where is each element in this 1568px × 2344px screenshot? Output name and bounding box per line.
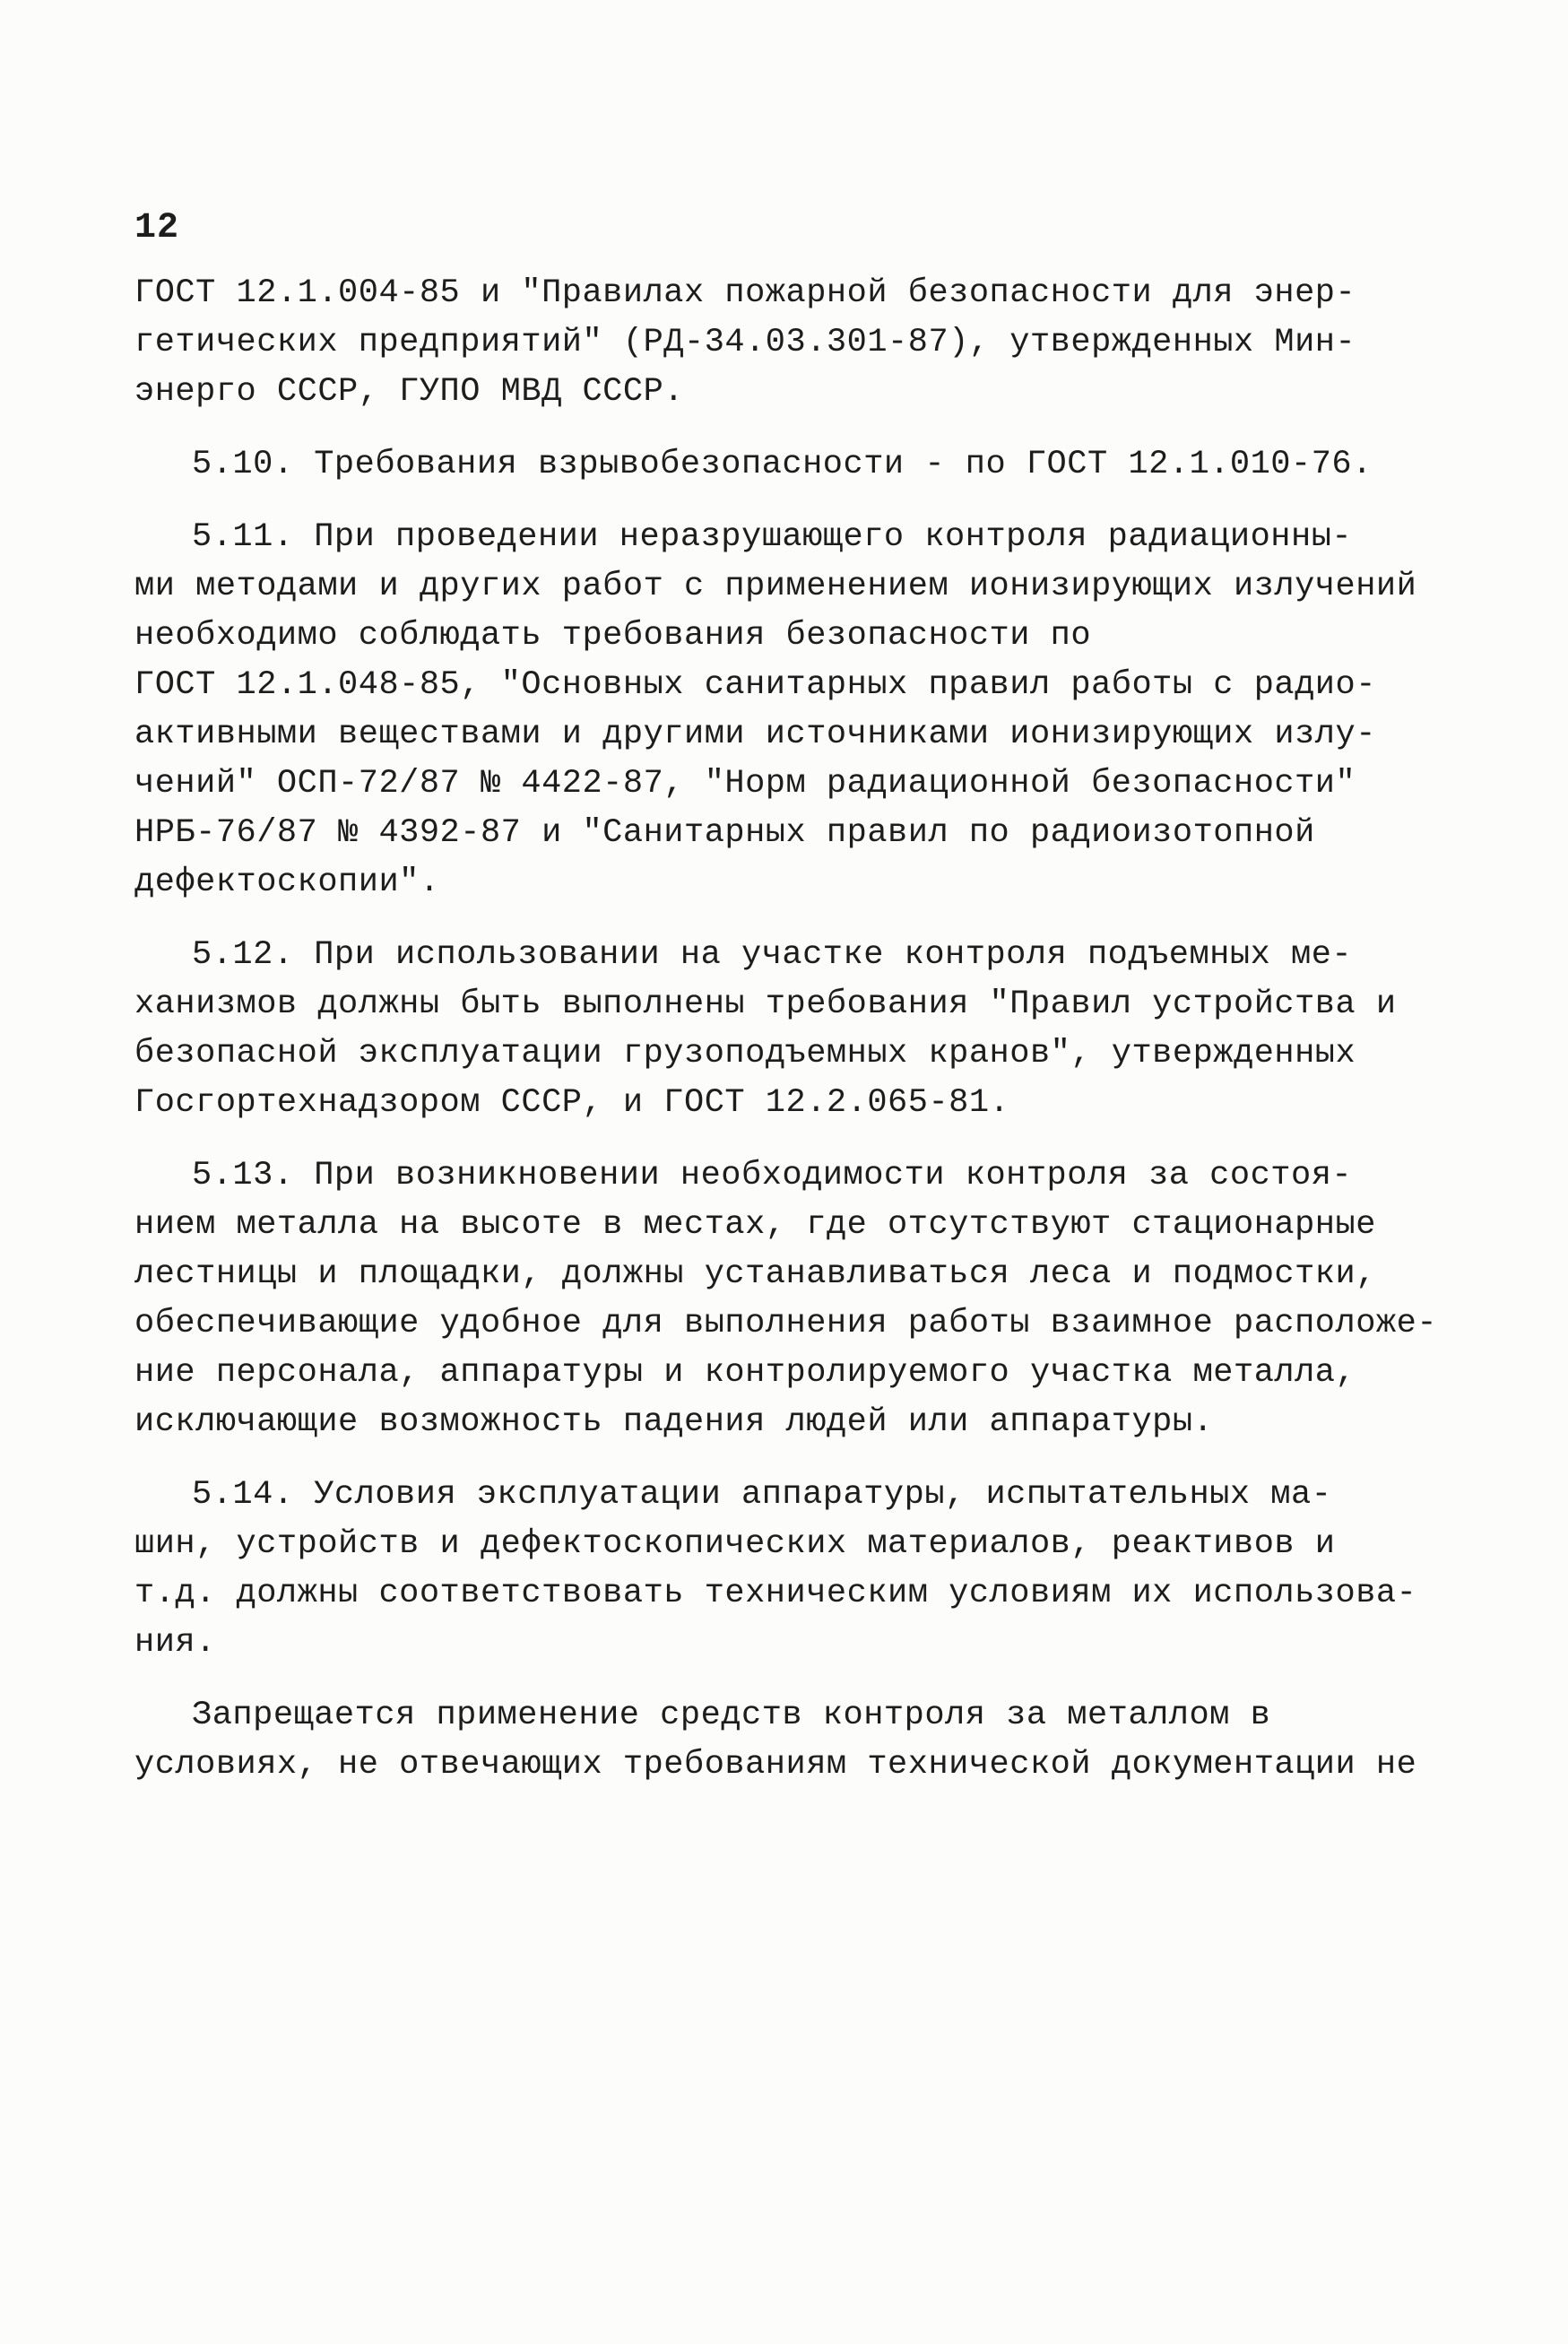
text-line: ния.: [134, 1624, 216, 1662]
text-line: 5.14. Условия эксплуатации аппаратуры, испытательных ма-: [192, 1476, 1332, 1514]
text-line: шин, устройств и дефектоскопических материалов, реактивов и: [134, 1525, 1336, 1563]
text-line: дефектоскопии".: [134, 864, 440, 901]
text-line: безопасной эксплуатации грузоподъемных кранов", утвержденных: [134, 1035, 1356, 1072]
text-line: Запрещается применение средств контроля за металлом в: [192, 1697, 1271, 1734]
document-content: [134, 269, 1442, 1790]
text-line: исключающие возможность падения людей или аппаратуры.: [134, 1403, 1214, 1441]
text-line: лестницы и площадки, должны устанавливаться леса и подмостки,: [134, 1255, 1376, 1293]
text-line: условиях, не отвечающих требованиям технической документации не: [134, 1746, 1417, 1784]
text-line: ние персонала, аппаратуры и контролируемого участка металла,: [134, 1354, 1356, 1392]
text-line: чений" ОСП-72/87 № 4422-87, "Норм радиационной безопасности": [134, 765, 1356, 803]
text-line: т.д. должны соответствовать техническим условиям их использова-: [134, 1575, 1417, 1612]
text-line: гетических предприятий" (РД-34.03.301-87), утвержденных Мин-: [134, 324, 1356, 361]
text-line: Госгортехнадзором СССР, и ГОСТ 12.2.065-81.: [134, 1084, 1010, 1122]
text-line: 5.10. Требования взрывобезопасности - по ГОСТ 12.1.010-76.: [192, 446, 1373, 483]
text-line: 5.12. При использовании на участке контроля подъемных ме-: [192, 936, 1353, 974]
text-line: 5.11. При проведении неразрушающего контроля радиационны-: [192, 518, 1353, 556]
text-line: ми методами и других работ с применением ионизирующих излучений: [134, 568, 1417, 605]
paragraph: [134, 440, 1442, 490]
text-line: НРБ-76/87 № 4392-87 и "Санитарных правил по радиоизотопной: [134, 814, 1315, 852]
text-line: 5.13. При возникновении необходимости контроля за состоя-: [192, 1157, 1353, 1194]
paragraph: [134, 931, 1442, 1128]
text-line: обеспечивающие удобное для выполнения работы взаимное расположе-: [134, 1305, 1438, 1342]
text-line: энерго СССР, ГУПО МВД СССР.: [134, 373, 684, 411]
text-line: ГОСТ 12.1.048-85, "Основных санитарных правил работы с радио-: [134, 666, 1376, 704]
text-line: нием металла на высоте в местах, где отсутствуют стационарные: [134, 1206, 1376, 1244]
paragraph: [134, 513, 1442, 907]
paragraph: [134, 269, 1442, 417]
paragraph: [134, 1471, 1442, 1668]
text-line: активными веществами и другими источниками ионизирующих излу-: [134, 716, 1376, 753]
text-line: необходимо соблюдать требования безопасности по: [134, 617, 1092, 655]
page-number: 12: [134, 208, 180, 248]
text-line: ГОСТ 12.1.004-85 и "Правилах пожарной безопасности для энер-: [134, 274, 1356, 312]
text-line: ханизмов должны быть выполнены требования "Правил устройства и: [134, 985, 1397, 1023]
paragraph: [134, 1151, 1442, 1447]
paragraph: [134, 1691, 1442, 1790]
